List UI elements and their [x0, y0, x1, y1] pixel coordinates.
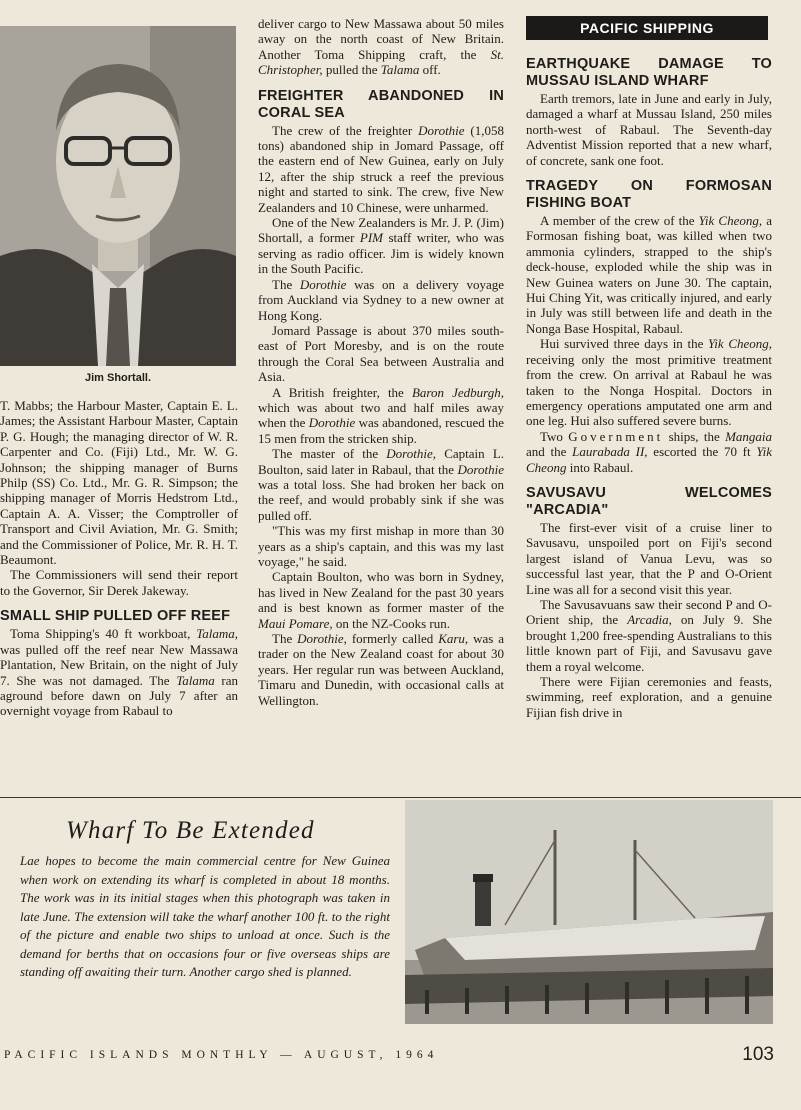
paragraph: "This was my first mishap in more than 30 years as a ship's captain, and this was my last voyage," he said. [258, 523, 504, 569]
article-heading: FREIGHTER ABANDONED IN CORAL SEA [258, 87, 504, 121]
publication-line: PACIFIC ISLANDS MONTHLY — AUGUST, 1964 [4, 1049, 439, 1061]
article-heading: EARTHQUAKE DAMAGE TO MUSSAU ISLAND WHARF [526, 56, 772, 89]
feature-caption: Lae hopes to become the main commercial centre for New Guinea when work on extending its wharf is completed in about 18 months. The work was in its initial stages when this photograph was taken in late June. The extension will take the wharf another 100 ft. to the right of the picture and enable two ships to unload at once. Such is the demand for berths that on occasions four or five overseas ships are standing off awaiting their turn. Another cargo shed is planned. [20, 853, 390, 979]
paragraph: Captain Boulton, who was born in Sydney, has lived in New Zealand for the past 30 years and is best known as former master of the Maui Pomare, on the NZ-Cooks run. [258, 569, 504, 631]
right-column [526, 56, 772, 720]
portrait-illustration [0, 26, 236, 366]
paragraph: The first-ever visit of a cruise liner to Savusavu, unspoiled port on Fiji's second largest island of Vanua Levu, was so successful last year, that the P and O-Orient Line was all for a second visit this year. [526, 519, 772, 597]
left-column [0, 398, 238, 719]
paragraph: Hui survived three days in the Yik Cheong, receiving only the most primitive treatment from the crew. On arrival at Rabaul he was taken to the Nonga Hospital. Doctors in emergency operations amputated one arm and one leg. Hui also suffered severe burns. [526, 336, 772, 429]
paragraph: One of the New Zealanders is Mr. J. P. (Jim) Shortall, a former PIM staff writer, who was serving as radio officer. Jim is widely known in the South Pacific. [258, 215, 504, 277]
feature-title: Wharf To Be Extended [66, 817, 315, 844]
section-banner: PACIFIC SHIPPING [526, 16, 768, 40]
paragraph: deliver cargo to New Massawa about 50 miles away on the north coast of New Britain. Another Toma Shipping craft, the St. Christopher, pulled the Talama off. [258, 16, 504, 78]
paragraph: T. Mabbs; the Harbour Master, Captain E. L. James; the Assistant Harbour Master, Captain P. G. Hough; the managing director of W. R. Carpenter and Co. (Fiji) Ltd., Mr. W. G. Johnson; the shipping manager of Burns Philp (SS) Co. Ltd., Mr. G. R. Simpson; the shipping manager of Morris Hedstrom Ltd., Captain A. A. Visser; the Comptroller of Transport and Civil Aviation, Mr. G. Smith; and the Commissioner of Police, Mr. R. H. T. Beaumont. [0, 398, 238, 568]
portrait-photo [0, 26, 236, 366]
paragraph: A member of the crew of the Yik Cheong, a Formosan fishing boat, was killed when two ammonia cylinders, strapped to the ship's deck-house, exploded while the ship was in New Guinea waters on June 30. The captain, Hui Ching Yit, was critically injured, and early in July was still between life and death in the Nonga Base Hospital, Rabaul. [526, 213, 772, 336]
ship-wharf-illustration [405, 800, 773, 1024]
middle-column [258, 16, 504, 708]
paragraph: The Commissioners will send their report to the Governor, Sir Derek Jakeway. [0, 567, 238, 598]
wharf-photo [405, 800, 773, 1024]
page-number: 103 [742, 1044, 774, 1065]
paragraph: Jomard Passage is about 370 miles south-east of Port Moresby, and is on the route through the Coral Sea between Australia and Asia. [258, 322, 504, 385]
photo-caption: Jim Shortall. [84, 372, 152, 384]
paragraph: The master of the Dorothie, Captain L. Boulton, said later in Rabaul, that the Dorothie was a total loss. She had broken her back on the reef, and would probably sink if she was pulled off. [258, 446, 504, 523]
paragraph: The Dorothie, formerly called Karu, was a trader on the New Zealand coast for about 30 years. Her regular run was between Auckland, Timaru and Dunedin, with occasional calls at Wellington. [258, 631, 504, 708]
paragraph: Two Government ships, the Mangaia and the Laurabada II, escorted the 70 ft Yik Cheong into Rabaul. [526, 428, 772, 475]
paragraph: The Dorothie was on a delivery voyage from Auckland via Sydney to a new owner at Hong Kong. [258, 276, 504, 323]
article-heading: SMALL SHIP PULLED OFF REEF [0, 608, 231, 625]
article-heading: TRAGEDY ON FORMOSAN FISHING BOAT [526, 178, 772, 212]
paragraph: Earth tremors, late in June and early in July, damaged a wharf at Mussau Island, 250 miles north-west of Rabaul. The Seventh-day Adventist Mission reported that a new wharf, of concrete, sank one foot. [526, 91, 772, 168]
paragraph: The crew of the freighter Dorothie (1,058 tons) abandoned ship in Jomard Passage, off the eastern end of New Guinea, early on July 12, after the ship struck a reef the previous night and started to sink. The crew, five New Zealanders and 10 Chinese, were unharmed. [258, 122, 504, 215]
page-footer [4, 1045, 774, 1067]
paragraph: There were Fijian ceremonies and feasts, swimming, reef exploration, and a genuine Fijian fish drive in [526, 674, 772, 720]
paragraph: The Savusavuans saw their second P and O-Orient ship, the Arcadia, on July 9. She brought 1,200 free-spending Australians to this little known part of Fiji, and Savusavu gave them a royal welcome. [526, 596, 772, 674]
section-divider [0, 797, 801, 798]
paragraph: Toma Shipping's 40 ft workboat, Talama, was pulled off the reef near New Massawa Plantation, New Britain, on the night of July 7. She was not damaged. The Talama ran aground before dawn on July 7 after an overnight voyage from Rabaul to [0, 626, 238, 719]
article-heading: SAVUSAVU WELCOMES "ARCADIA" [526, 484, 772, 518]
paragraph: A British freighter, the Baron Jedburgh, which was about two and half miles away when the Dorothie was abandoned, rescued the 15 men from the stricken ship. [258, 384, 504, 446]
